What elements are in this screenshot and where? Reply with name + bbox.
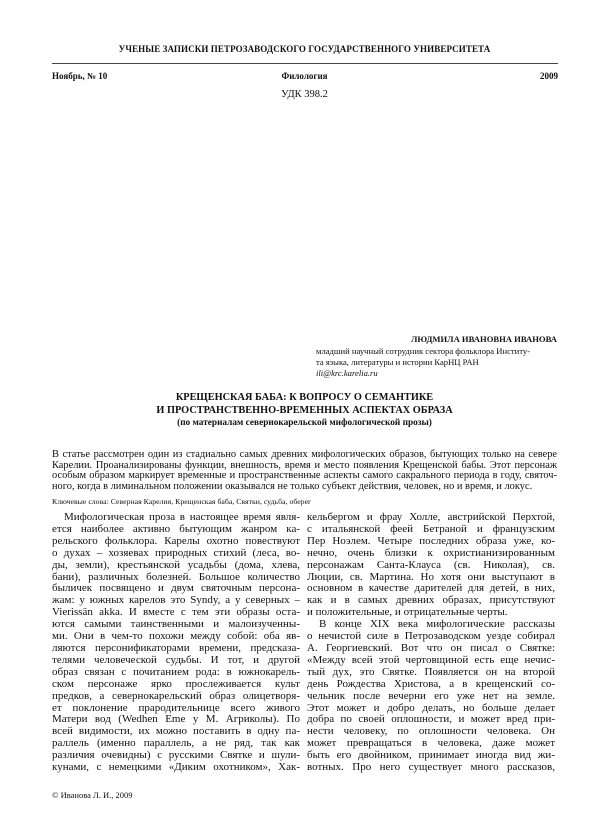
text-line: кельбергом и фрау Холле, австрийской Перхтой, [307, 511, 555, 523]
text-line: добра по своей оплошности, и может вред при- [307, 713, 555, 726]
article-title [0, 391, 609, 430]
body-column-right [307, 512, 555, 774]
text-line: жам: у южных карелов это Syndy, а у северных – [52, 594, 300, 607]
text-line: ного, когда в лиминальном положении оказывался не только субъект действия, человек, но и время, и локус. [52, 480, 533, 492]
text-line: ляются персонификаторами времени, предсказа- [52, 641, 300, 654]
text-line: Матери вод (Wedhen Eme у М. Агриколы). По [52, 713, 300, 726]
title-line: КРЕЩЕНСКАЯ БАБА: К ВОПРОСУ О СЕМАНТИКЕ [175, 392, 434, 403]
year: 2009 [540, 71, 558, 81]
udk-code: УДК 398.2 [281, 89, 328, 100]
article-subtitle: (по материалам севернокарельской мифологической прозы) [177, 418, 432, 428]
text-line: и положительные, и отрицательные черты. [307, 606, 508, 619]
text-line: ет поклонение прародительнице всего живого [52, 701, 300, 714]
text-line: персонажам Санта-Клауса (св. Николая), св. [307, 558, 555, 571]
text-line: ется наиболее активно бытующим жанром ка- [52, 522, 300, 535]
text-line: «Между всей этой чертовщиной есть еще нечис- [307, 653, 555, 666]
text-line: тый дух, это Святке. Появляется он на второй [307, 665, 555, 678]
text-line: основном в качестве дарителей для детей, в них, [307, 582, 555, 595]
text-line: нечно, очень близки к охристианизированным [307, 546, 555, 559]
text-line: В конце XIX века мифологические рассказы [319, 618, 555, 631]
body-column-left [52, 512, 300, 774]
text-line: всей видимости, их можно поставить в одну па- [52, 725, 300, 738]
affiliation-line: та языка, литературы и истории КарНЦ РАН [316, 357, 479, 367]
text-line: ми. Они в чем-то похожи между собой: оба яв- [52, 630, 300, 643]
text-line: кунами, с немецкими «Диким охотником», Хак- [52, 761, 300, 774]
text-line: вотных. Про него существует много рассказов, [307, 761, 555, 774]
abstract [52, 450, 557, 492]
text-line: чельник после вечерни его уже нет на земле. [307, 689, 555, 702]
keywords: Ключевые слова: Северная Карелия, Крещенская баба, Святки, судьба, оберег [52, 497, 312, 506]
copyright: © Иванова Л. И., 2009 [52, 790, 133, 800]
header-rule [52, 63, 558, 64]
text-line: Vierissän akka. И вместе с тем эти образы оста- [52, 606, 300, 619]
affiliation-line: младший научный сотрудник сектора фольклора Институ- [316, 346, 531, 356]
text-line: ском персонаже ярко прослеживается культ [52, 677, 300, 690]
text-line: о нечистой силе в Петрозаводском уезде собирал [307, 630, 555, 643]
author-name: ЛЮДМИЛА ИВАНОВНА ИВАНОВА [411, 334, 557, 344]
text-line: Этот может и добро делать, но больше делает [307, 701, 555, 714]
text-line: образ связан с почитанием рода: в южнокарель- [52, 665, 300, 678]
text-line: различия очевидны) с русскими Святке и шули- [52, 749, 300, 762]
text-line: раллель (именно параллель, а не ряд, так как [52, 737, 300, 750]
text-line: ются самыми таинственными и малоизученны- [52, 618, 300, 631]
text-line: А. Георгиевский. Вот что он писал о Святке: [307, 641, 555, 654]
issue-number: Ноябрь, № 10 [52, 71, 108, 81]
text-line: особым образом маркирует временные и пространственные аспекты самого сакрального периода в году, святоч- [52, 470, 557, 482]
text-line: Пер Ноэлем. Четыре последних образа уже, ко- [307, 534, 555, 547]
text-line: может превращаться в человека, даже может [307, 737, 555, 750]
text-line: о духах – хозяевах природных стихий (леса, во- [52, 546, 300, 559]
text-line: бани), различных болезней. Большое количество [52, 570, 300, 583]
text-line: Люции, св. Мартина. Но хотя они выступают в [307, 570, 555, 583]
text-line: с итальянской феей Бетраной и французским [307, 522, 555, 535]
text-line: В статье рассмотрен один из стадиально самых древних мифологических образов, бытующих только на севере [52, 449, 557, 460]
text-line: рельского фольклора. Карелы охотно повествуют [52, 534, 300, 547]
author-affiliation [316, 346, 530, 379]
author-email[interactable]: ili@krc.karelia.ru [316, 368, 378, 378]
text-line: быть его двойником, принимает иногда вид жи- [307, 749, 555, 762]
text-line: Мифологическая проза в настоящее время явля- [64, 511, 300, 523]
text-line: нести человеку, по оплошности человека. Он [307, 725, 555, 738]
text-line: быличек посвящено и двум святочным персона- [52, 582, 300, 595]
section-name: Филология [281, 71, 328, 81]
text-line: предков, а севернокарельский образ олицетворя- [52, 689, 300, 702]
text-line: ды, земли), крестьянской усадьбы (дома, хлева, [52, 558, 300, 571]
text-line: телями человеческой судьбы. И тот, и другой [52, 653, 300, 666]
text-line: Карелии. Проанализированы функции, внешность, время и место появления Крещенской бабы. Этот персонаж [52, 459, 557, 471]
title-line: И ПРОСТРАНСТВЕННО-ВРЕМЕННЫХ АСПЕКТАХ ОБРАЗА [156, 405, 453, 416]
text-line: как и в самых древних образах, присутствуют [307, 594, 555, 607]
journal-title: УЧЕНЫЕ ЗАПИСКИ ПЕТРОЗАВОДСКОГО ГОСУДАРСТВЕННОГО УНИВЕРСИТЕТА [118, 44, 491, 54]
text-line: день Рождества Христова, а в крещенский со- [307, 677, 555, 690]
